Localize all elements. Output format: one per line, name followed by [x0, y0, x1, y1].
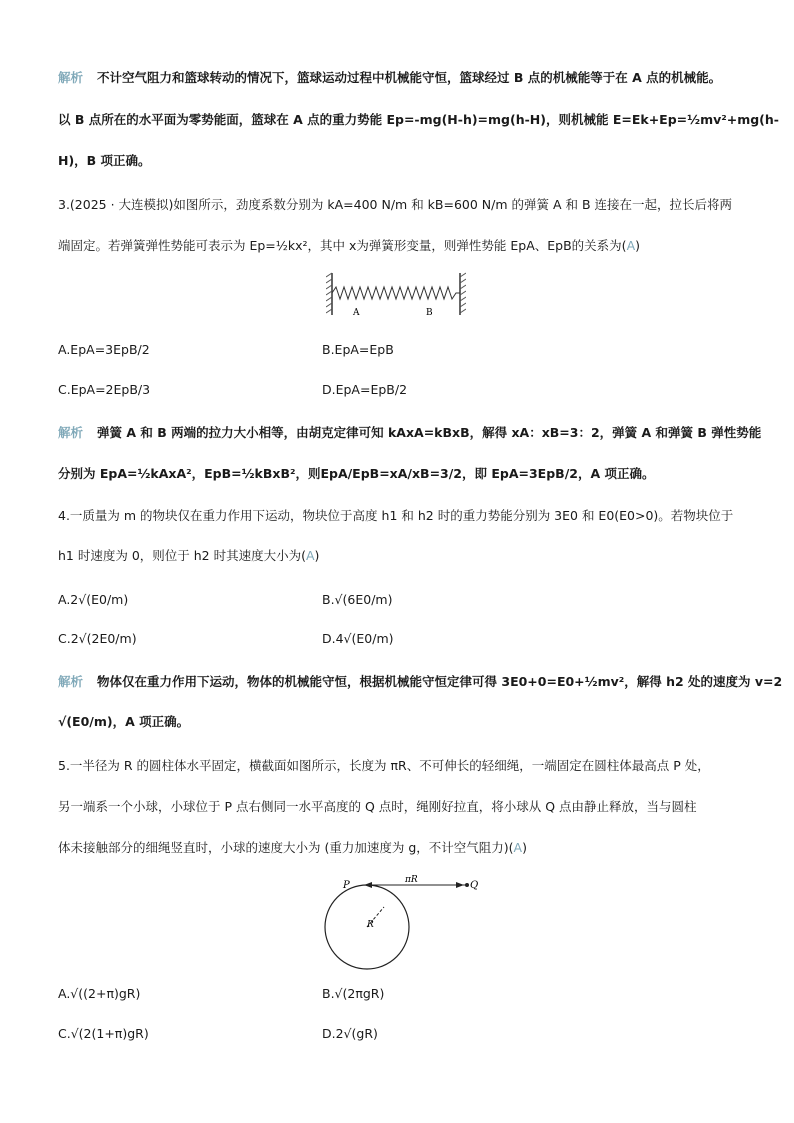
question-5-line-1: 5.一半径为 R 的圆柱体水平固定，横截面如图所示，长度为 πR、不可伸长的轻细绳，一端固定在圆柱体最高点 P 处， [58, 758, 710, 773]
solution-tag: 解析 [58, 70, 84, 85]
question-4-text: h1 时速度为 0，则位于 h2 时其速度大小为( [58, 548, 306, 563]
solution-line-3: H)，B 项正确。 [58, 153, 151, 168]
q3-option-a[interactable]: A.EpA=3EpB/2 [58, 342, 150, 357]
spring-label-a: A [353, 308, 360, 318]
question-5-text: 体未接触部分的细绳竖直时，小球的速度大小为 (重力加速度为 g，不计空气阻力)( [58, 840, 514, 855]
q5-option-a[interactable]: A.√((2+π)gR) [58, 986, 141, 1001]
q4-option-c[interactable]: C.2√(2E0/m) [58, 631, 137, 646]
label-q: Q [470, 880, 479, 891]
question-5-line-2: 另一端系一个小球，小球位于 P 点右侧同一水平高度的 Q 点时，绳刚好拉直，将小球从 Q 点由静止释放，当与圆柱 [58, 799, 697, 814]
question-3-line-2 [58, 237, 640, 255]
label-p: P [343, 880, 350, 891]
question-4-line-1: 4.一质量为 m 的物块仅在重力作用下运动，物块位于高度 h1 和 h2 时的重力势能分别为 3E0 和 E0(E0>0)。若物块位于 [58, 508, 734, 523]
solution-text: 不计空气阻力和篮球转动的情况下，篮球运动过程中机械能守恒，篮球经过 B 点的机械能等于在 A 点的机械能。 [97, 70, 722, 85]
q4-option-d[interactable]: D.4√(E0/m) [322, 631, 394, 646]
question-3-text: 端固定。若弹簧弹性势能可表示为 Ep=½kx²，其中 x为弹簧形变量，则弹性势能 EpA、EpB的关系为( [58, 238, 627, 253]
q5-option-b[interactable]: B.√(2πgR) [322, 986, 385, 1001]
question-5-line-3: 体未接触部分的细绳竖直时，小球的速度大小为 (重力加速度为 g，不计空气阻力)(A) [58, 840, 527, 855]
solution-q3-line-1 [58, 424, 761, 442]
q3-option-c[interactable]: C.EpA=2EpB/3 [58, 382, 151, 397]
solution-text: 弹簧 A 和 B 两端的拉力大小相等，由胡克定律可知 kAxA=kBxB，解得 xA：xB=3：2，弹簧 A 和弹簧 B 弹性势能 [97, 425, 762, 440]
spring-figure [326, 271, 466, 321]
solution-text: 物体仅在重力作用下运动，物体的机械能守恒，根据机械能守恒定律可得 3E0+0=E0+½mv²，解得 h2 处的速度为 v=2 [97, 674, 783, 689]
answer-mark: A [305, 548, 315, 563]
solution-q3-line-2: 分别为 EpA=½kAxA²，EpB=½kBxB²，则EpA/EpB=xA/xB=3/2，即 EpA=3EpB/2，A 项正确。 [58, 466, 655, 481]
label-r: R [367, 920, 374, 930]
solution-tag: 解析 [58, 674, 84, 689]
question-3-line-1: 3.(2025 · 大连模拟)如图所示，劲度系数分别为 kA=400 N/m 和 kB=600 N/m 的弹簧 A 和 B 连接在一起，拉长后将两 [58, 197, 733, 212]
answer-mark: A [513, 840, 523, 855]
q3-option-d[interactable]: D.EpA=EpB/2 [322, 382, 408, 397]
solution-q4-line-1 [58, 673, 782, 691]
q5-option-c[interactable]: C.√(2(1+π)gR) [58, 1026, 149, 1041]
label-length: πR [405, 875, 418, 885]
q3-option-b[interactable]: B.EpA=EpB [322, 342, 394, 357]
q4-option-b[interactable]: B.√(6E0/m) [322, 592, 393, 607]
solution-line-2: 以 B 点所在的水平面为零势能面，篮球在 A 点的重力势能 Ep=-mg(H-h)=mg(h-H)，则机械能 E=Ek+Ep=½mv²+mg(h- [58, 112, 779, 127]
spring-label-b: B [426, 308, 433, 318]
solution-q4-line-2: √(E0/m)，A 项正确。 [58, 714, 190, 729]
solution-tag: 解析 [58, 425, 84, 440]
close-paren: ) [635, 238, 641, 253]
q5-option-d[interactable]: D.2√(gR) [322, 1026, 378, 1041]
solution-line-1 [58, 69, 721, 87]
circle-figure [312, 872, 482, 972]
question-4-line-2: h1 时速度为 0，则位于 h2 时其速度大小为(A) [58, 548, 320, 563]
q4-option-a[interactable]: A.2√(E0/m) [58, 592, 129, 607]
answer-mark: A [626, 238, 636, 253]
